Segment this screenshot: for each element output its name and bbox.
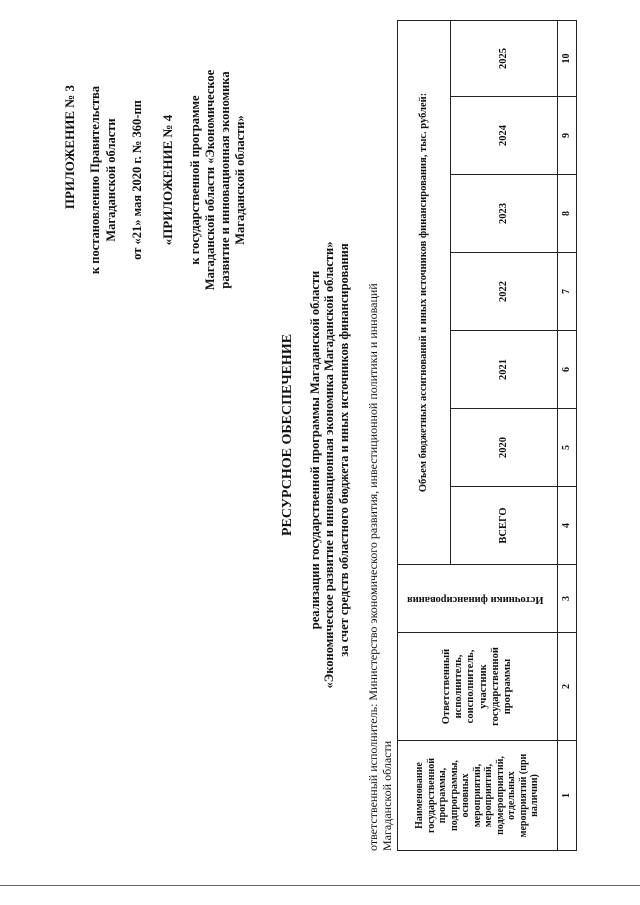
col-number: 8 <box>558 175 577 253</box>
page-bottom-rule <box>0 885 640 886</box>
col-number: 5 <box>558 409 577 487</box>
header-year-2021: 2021 <box>450 331 557 409</box>
header-year-2024: 2024 <box>450 97 557 175</box>
col-number: 2 <box>558 633 577 741</box>
executor-line2: Магаданской области <box>380 740 394 851</box>
page-title: РЕСУРСНОЕ ОБЕСПЕЧЕНИЕ <box>280 333 295 537</box>
header-funding-source-label: Источники финансирования <box>407 593 544 605</box>
heading-sub1: реализации государственной программы Магаданской области <box>308 270 322 630</box>
header-year-2025: 2025 <box>450 20 557 96</box>
appendix-line1: к постановлению Правительства <box>88 85 102 275</box>
header-year-2022: 2022 <box>450 253 557 331</box>
col-number: 6 <box>558 331 577 409</box>
col-number: 1 <box>558 741 577 851</box>
col-number: 9 <box>558 97 577 175</box>
heading-sub2: «Экономическое развитие и инновационная экономика Магаданской области» <box>322 241 336 689</box>
header-budget-group: Объем бюджетных ассигнований и иных источников финансирования, тыс. рублей: <box>398 20 451 564</box>
appendix-line7: Магаданской области» <box>233 115 247 245</box>
header-year-2023: 2023 <box>450 175 557 253</box>
appendix-line6: развитие и инновационная экономика <box>218 71 232 289</box>
appendix-line3: от «21» мая 2020 г. № 360-пп <box>130 100 144 260</box>
header-total: ВСЕГО <box>450 487 557 565</box>
header-program-name: Наименование государственной программы, подпрограммы, основных мероприятий, мероприятий, подмероприятий, отдельных мероприятий (при наличии) <box>398 741 558 851</box>
header-funding-source <box>398 565 558 633</box>
appendix-line2: Магаданской области <box>104 118 118 242</box>
col-number: 4 <box>558 487 577 565</box>
heading-sub3: за счет средств областного бюджета и иных источников финансирования <box>337 243 351 657</box>
col-number: 3 <box>558 565 577 633</box>
col-number: 10 <box>558 20 577 96</box>
appendix-line4: к государственной программе <box>188 95 202 265</box>
appendix-title2: «ПРИЛОЖЕНИЕ № 4 <box>160 114 175 246</box>
executor-line1: ответственный исполнитель: Министерство экономического развития, инвестиционной политики и инноваций <box>366 283 380 851</box>
appendix-title: ПРИЛОЖЕНИЕ № 3 <box>62 84 77 210</box>
header-year-2020: 2020 <box>450 409 557 487</box>
resource-table <box>397 21 577 851</box>
col-number: 7 <box>558 253 577 331</box>
appendix-line5: Магаданской области «Экономическое <box>203 69 217 291</box>
header-executor: Ответственный исполнитель, соисполнитель, участник государственной программы <box>398 633 558 741</box>
